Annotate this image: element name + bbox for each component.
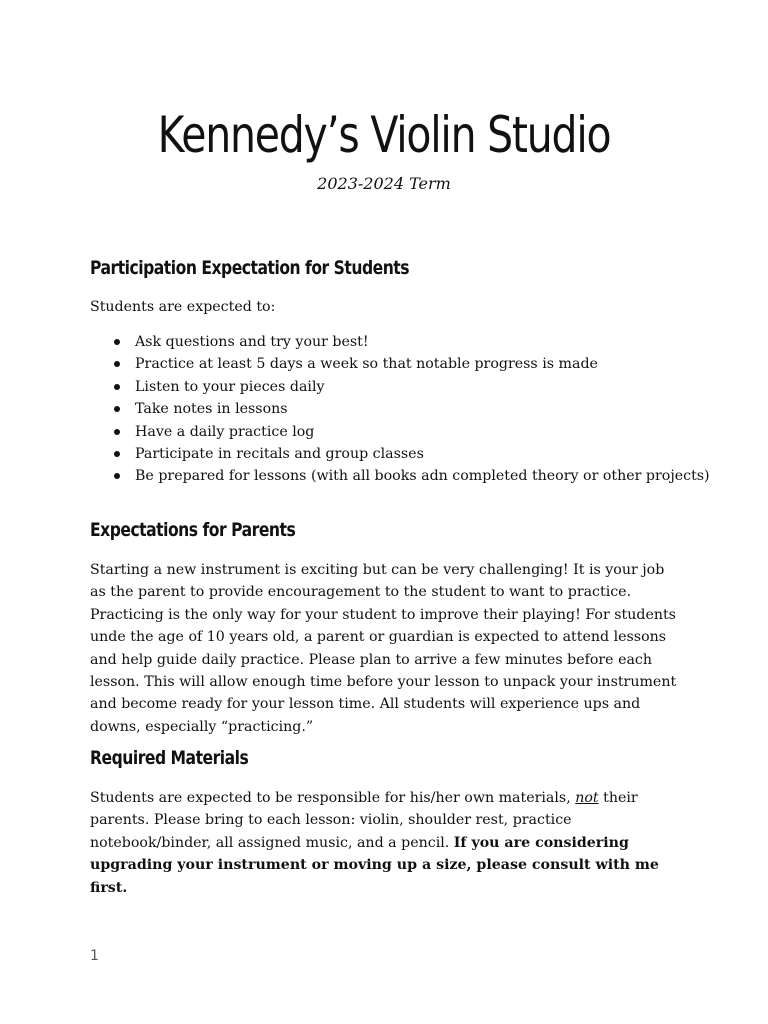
materials-text-start: Students are expected to be responsible for his/her own materials, bbox=[90, 790, 576, 806]
list-item-text: Be prepared for lessons (with all books adn completed theory or other projects) bbox=[135, 468, 710, 485]
list-item bbox=[90, 398, 690, 420]
bullet-icon bbox=[114, 473, 120, 479]
list-item-text: Practice at least 5 days a week so that notable progress is made bbox=[135, 356, 598, 373]
students-intro: Students are expected to: bbox=[90, 299, 276, 315]
list-item bbox=[90, 331, 690, 353]
materials-section-heading: Required Materials bbox=[90, 747, 249, 769]
bullet-icon bbox=[114, 339, 120, 345]
materials-body bbox=[90, 787, 682, 899]
bullet-icon bbox=[114, 384, 120, 390]
students-section-heading: Participation Expectation for Students bbox=[90, 257, 410, 279]
list-item-text: Participate in recitals and group classes bbox=[135, 446, 424, 463]
list-item bbox=[90, 443, 690, 465]
materials-text-end: . bbox=[122, 879, 128, 896]
list-item-text: Ask questions and try your best! bbox=[135, 334, 369, 350]
materials-text-middle: their parents. Please bring to each lesson: violin, shoulder rest, practice notebook/binder, all assigned music, and a pencil. bbox=[90, 790, 638, 851]
student-expectations-list bbox=[90, 331, 710, 488]
parents-section-heading: Expectations for Parents bbox=[90, 519, 296, 541]
list-item bbox=[90, 353, 690, 375]
term-subtitle: 2023-2024 Term bbox=[317, 174, 451, 193]
page-title: Kennedy’s Violin Studio bbox=[157, 106, 611, 164]
parents-body: Starting a new instrument is exciting but can be very challenging! It is your job as the parent to provide encouragement to the student to want to practice. Practicing is the only way for your student to improve their playing! For students unde the age of 10 years old, a parent or guardian is expected to attend lessons and help guide daily practice. Please plan to arrive a few minutes before each lesson. This will allow enough time before your lesson to unpack your instrument and become ready for your lesson time. All students will experience ups and downs, especially “practicing.” bbox=[90, 562, 677, 735]
bullet-icon bbox=[114, 361, 120, 367]
bullet-icon bbox=[114, 451, 120, 457]
list-item-text: Have a daily practice log bbox=[135, 423, 315, 440]
list-item bbox=[90, 376, 690, 398]
list-item-text: Listen to your pieces daily bbox=[135, 378, 325, 395]
materials-emphasis: not bbox=[575, 790, 599, 806]
bullet-icon bbox=[114, 406, 120, 412]
list-item bbox=[90, 421, 690, 443]
materials-bold-note: If you are considering upgrading your instrument or moving up a size, please consult with me first bbox=[90, 834, 659, 896]
bullet-icon bbox=[114, 429, 120, 435]
list-item-text: Take notes in lessons bbox=[135, 401, 288, 418]
page-number: 1 bbox=[90, 948, 99, 964]
list-item bbox=[90, 465, 710, 487]
